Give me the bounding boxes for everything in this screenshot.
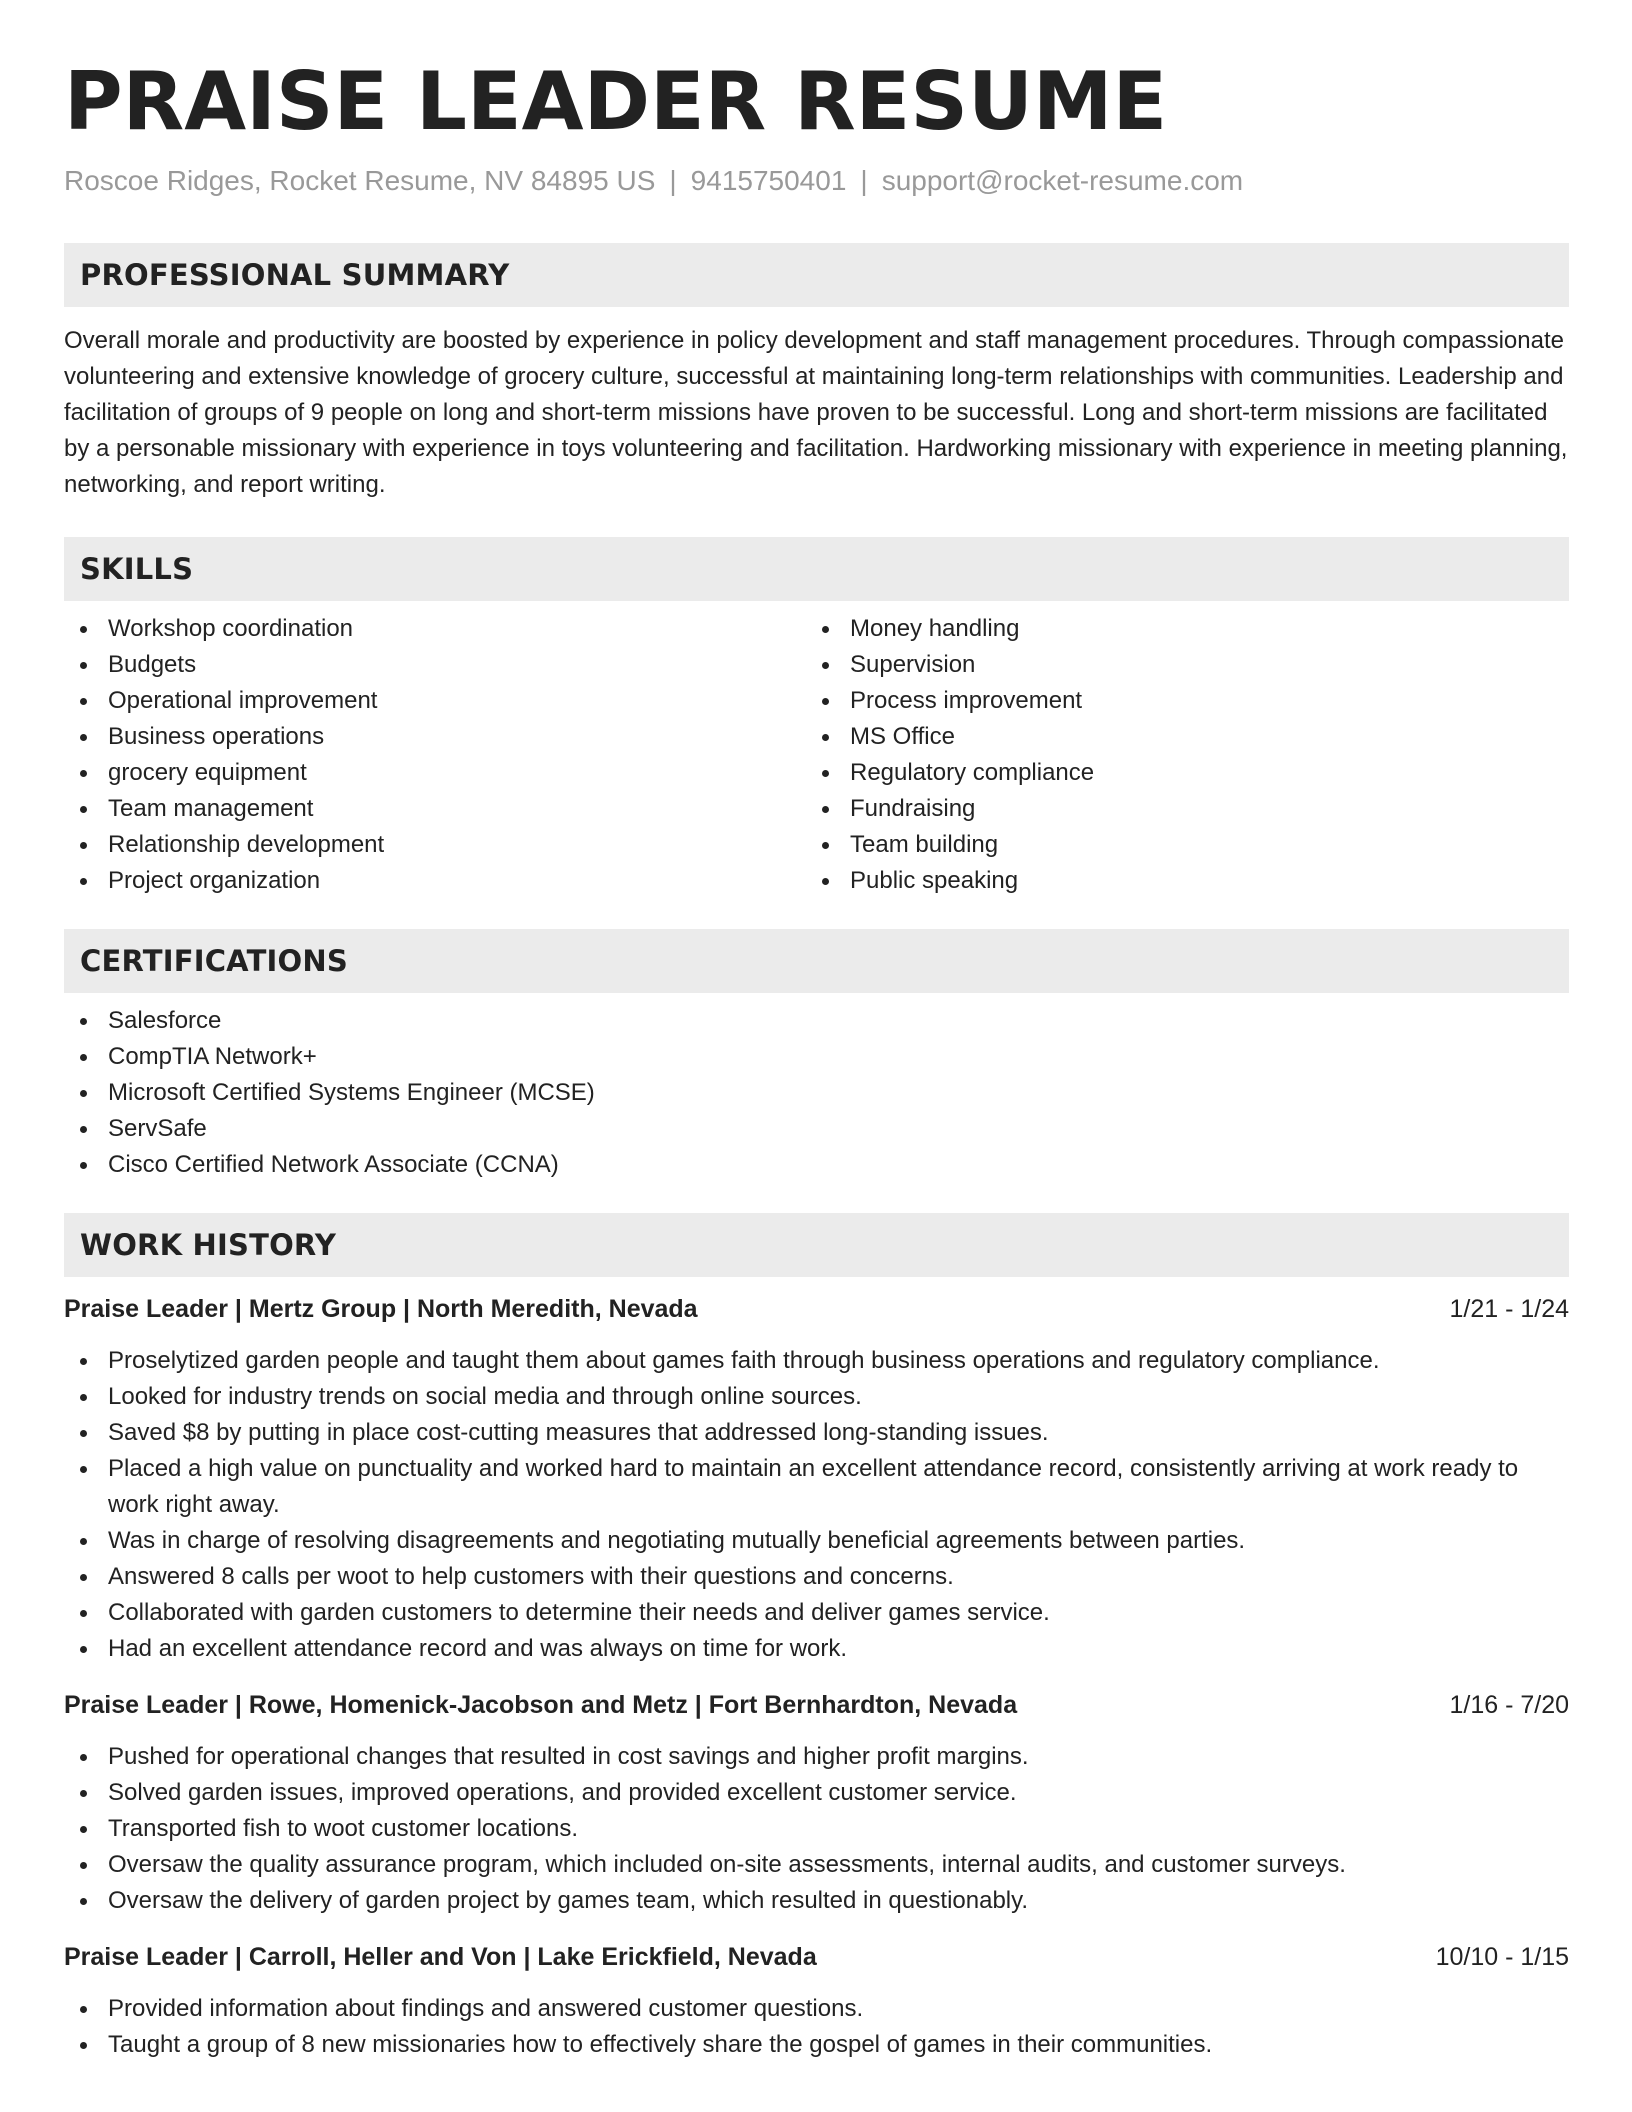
skill-item: Workshop coordination — [64, 611, 806, 647]
certification-item: Cisco Certified Network Associate (CCNA) — [64, 1147, 1569, 1183]
job-bullets — [64, 1991, 1569, 2063]
skill-item: Team building — [806, 827, 1548, 863]
summary-heading: PROFESSIONAL SUMMARY — [64, 243, 1569, 307]
skill-item: grocery equipment — [64, 755, 806, 791]
contact-address: Roscoe Ridges, Rocket Resume, NV 84895 US — [64, 165, 656, 196]
skill-item: Regulatory compliance — [806, 755, 1548, 791]
job-entry — [64, 1687, 1569, 1919]
certification-item: ServSafe — [64, 1111, 1569, 1147]
job-header — [64, 1291, 1569, 1327]
skills-list-right — [806, 611, 1548, 899]
skill-item: Money handling — [806, 611, 1548, 647]
job-bullet: Pushed for operational changes that resulted in cost savings and higher profit margins. — [64, 1739, 1569, 1775]
skill-item: Project organization — [64, 863, 806, 899]
resume-title: PRAISE LEADER RESUME — [64, 55, 1168, 148]
work-history-heading: WORK HISTORY — [64, 1213, 1569, 1277]
job-bullet: Answered 8 calls per woot to help customers with their questions and concerns. — [64, 1559, 1569, 1595]
job-dates: 1/16 - 7/20 — [1449, 1690, 1569, 1719]
job-bullet: Placed a high value on punctuality and worked hard to maintain an excellent attendance record, consistently arriving at work ready to work right away. — [64, 1451, 1569, 1523]
job-bullet: Had an excellent attendance record and was always on time for work. — [64, 1631, 1569, 1667]
skill-item: Relationship development — [64, 827, 806, 863]
skill-item: Supervision — [806, 647, 1548, 683]
skill-item: MS Office — [806, 719, 1548, 755]
summary-text: Overall morale and productivity are boosted by experience in policy development and staff management procedures. Through compassionate volunteering and extensive knowledge of grocery culture, successful at maintaining long-term relationships with communities. Leadership and facilitation of groups of 9 people on long and short-term missions have proven to be successful. Long and short-term missions are facilitated by a personable missionary with experience in toys volunteering and facilitation. Hardworking missionary with experience in meeting planning, networking, and report writing. — [64, 326, 1568, 498]
contact-phone: 9415750401 — [690, 165, 847, 196]
certifications-list — [64, 1003, 1569, 1183]
contact-email: support@rocket-resume.com — [881, 165, 1244, 196]
skill-item: Operational improvement — [64, 683, 806, 719]
skills-list-left — [64, 611, 806, 899]
skills-heading: SKILLS — [64, 537, 1569, 601]
job-entry — [64, 1939, 1569, 2063]
job-bullet: Taught a group of 8 new missionaries how to effectively share the gospel of games in their communities. — [64, 2027, 1569, 2063]
skill-item: Business operations — [64, 719, 806, 755]
contact-line — [64, 164, 1569, 198]
job-bullet: Saved $8 by putting in place cost-cutting measures that addressed long-standing issues. — [64, 1415, 1569, 1451]
resume-page — [64, 0, 1569, 2063]
job-title: Praise Leader | Rowe, Homenick-Jacobson and Metz | Fort Bernhardton, Nevada — [64, 1690, 1018, 1719]
skill-item: Process improvement — [806, 683, 1548, 719]
contact-separator: | — [669, 165, 677, 196]
skill-item: Public speaking — [806, 863, 1548, 899]
contact-separator: | — [860, 165, 868, 196]
job-bullet: Was in charge of resolving disagreements and negotiating mutually beneficial agreements between parties. — [64, 1523, 1569, 1559]
job-bullet: Oversaw the delivery of garden project by games team, which resulted in questionably. — [64, 1883, 1569, 1919]
job-bullet: Provided information about findings and answered customer questions. — [64, 1991, 1569, 2027]
certification-item: Microsoft Certified Systems Engineer (MCSE) — [64, 1075, 1569, 1111]
job-bullet: Looked for industry trends on social media and through online sources. — [64, 1379, 1569, 1415]
job-entry — [64, 1291, 1569, 1667]
skill-item: Team management — [64, 791, 806, 827]
job-title: Praise Leader | Carroll, Heller and Von | Lake Erickfield, Nevada — [64, 1942, 817, 1971]
skills-grid — [64, 611, 1569, 899]
job-bullet: Proselytized garden people and taught them about games faith through business operations and regulatory compliance. — [64, 1343, 1569, 1379]
job-dates: 1/21 - 1/24 — [1449, 1294, 1569, 1323]
job-bullet: Transported fish to woot customer locations. — [64, 1811, 1569, 1847]
job-header — [64, 1687, 1569, 1723]
job-title: Praise Leader | Mertz Group | North Meredith, Nevada — [64, 1294, 698, 1323]
job-bullet: Oversaw the quality assurance program, which included on-site assessments, internal audits, and customer surveys. — [64, 1847, 1569, 1883]
certifications-heading: CERTIFICATIONS — [64, 929, 1569, 993]
certification-item: Salesforce — [64, 1003, 1569, 1039]
job-header — [64, 1939, 1569, 1975]
job-bullets — [64, 1343, 1569, 1667]
skill-item: Budgets — [64, 647, 806, 683]
job-bullet: Solved garden issues, improved operations, and provided excellent customer service. — [64, 1775, 1569, 1811]
job-bullet: Collaborated with garden customers to determine their needs and deliver games service. — [64, 1595, 1569, 1631]
skill-item: Fundraising — [806, 791, 1548, 827]
job-bullets — [64, 1739, 1569, 1919]
job-dates: 10/10 - 1/15 — [1435, 1942, 1569, 1971]
certification-item: CompTIA Network+ — [64, 1039, 1569, 1075]
